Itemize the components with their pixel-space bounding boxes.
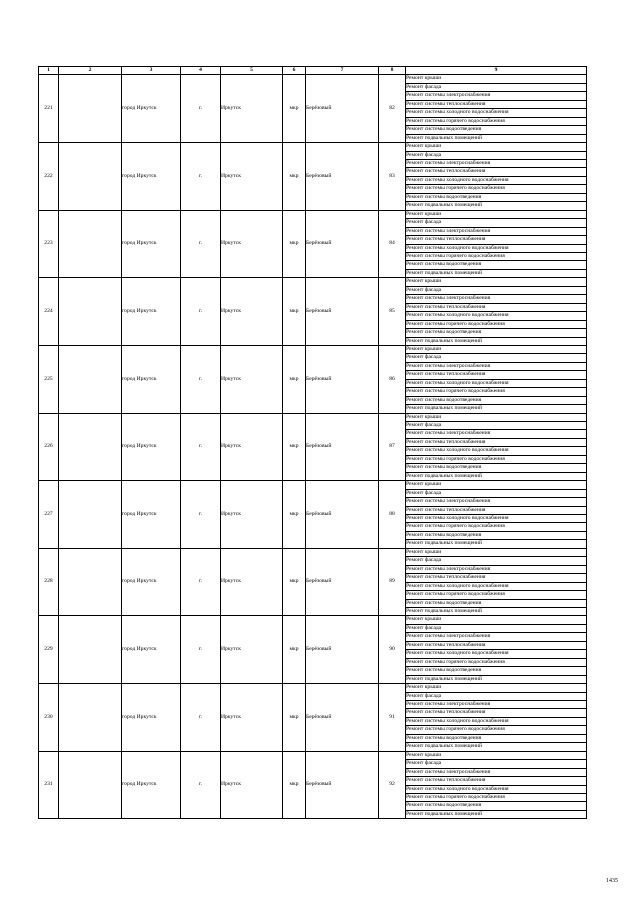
cell-work-type: Ремонт фасада [406,83,587,91]
header-row [39,67,587,75]
cell-work-type: Ремонт системы теплоснабжения [406,236,587,244]
cell-city: Иркутск [221,684,283,752]
cell-work-type: Ремонт системы холодного водоснабжения [406,582,587,590]
cell-municipality: город Иркутск [122,413,181,481]
table-body [39,75,587,819]
cell-work-type: Ремонт системы электроснабжения [406,227,587,235]
cell-house-number: 84 [379,210,406,278]
cell-work-type: Ремонт системы холодного водоснабжения [406,379,587,387]
table-row [39,751,587,759]
cell-work-type: Ремонт крыши [406,75,587,83]
cell-work-type: Ремонт системы горячего водоснабжения [406,523,587,531]
cell-work-type: Ремонт системы холодного водоснабжения [406,244,587,252]
cell-municipality: город Иркутск [122,481,181,549]
cell-work-type: Ремонт системы горячего водоснабжения [406,658,587,666]
cell-work-type: Ремонт системы холодного водоснабжения [406,176,587,184]
cell-work-type: Ремонт системы водоотведения [406,329,587,337]
cell-empty [59,548,122,616]
cell-empty [59,751,122,819]
cell-settlement-type: г. [181,616,221,684]
cell-district: Берёзовый [306,413,379,481]
cell-work-type: Ремонт крыши [406,345,587,353]
cell-city: Иркутск [221,345,283,413]
cell-work-type: Ремонт системы теплоснабжения [406,574,587,582]
cell-work-type: Ремонт системы водоотведения [406,802,587,810]
cell-work-type: Ремонт системы холодного водоснабжения [406,515,587,523]
cell-district: Берёзовый [306,75,379,143]
cell-work-type: Ремонт крыши [406,210,587,218]
cell-work-type: Ремонт системы холодного водоснабжения [406,650,587,658]
cell-empty [59,481,122,549]
cell-house-number: 88 [379,481,406,549]
cell-work-type: Ремонт подвальных помещений [406,405,587,413]
cell-work-type: Ремонт системы теплоснабжения [406,777,587,785]
cell-district: Берёзовый [306,481,379,549]
cell-work-type: Ремонт фасада [406,151,587,159]
cell-work-type: Ремонт системы водоотведения [406,396,587,404]
cell-district: Берёзовый [306,548,379,616]
cell-municipality: город Иркутск [122,278,181,346]
cell-work-type: Ремонт подвальных помещений [406,608,587,616]
cell-number: 226 [39,413,59,481]
cell-work-type: Ремонт крыши [406,143,587,151]
cell-settlement-type: г. [181,413,221,481]
cell-municipality: город Иркутск [122,210,181,278]
cell-house-number: 89 [379,548,406,616]
cell-empty [59,413,122,481]
cell-district: Берёзовый [306,210,379,278]
cell-work-type: Ремонт системы водоотведения [406,599,587,607]
cell-number: 228 [39,548,59,616]
cell-work-type: Ремонт системы горячего водоснабжения [406,185,587,193]
cell-work-type: Ремонт системы горячего водоснабжения [406,320,587,328]
cell-work-type: Ремонт крыши [406,684,587,692]
cell-work-type: Ремонт системы электроснабжения [406,159,587,167]
cell-number: 229 [39,616,59,684]
cell-settlement-type: г. [181,684,221,752]
cell-work-type: Ремонт подвальных помещений [406,337,587,345]
cell-work-type: Ремонт системы горячего водоснабжения [406,726,587,734]
cell-district-type: мкр [283,548,306,616]
cell-district: Берёзовый [306,684,379,752]
cell-work-type: Ремонт системы теплоснабжения [406,371,587,379]
cell-district-type: мкр [283,278,306,346]
cell-empty [59,278,122,346]
cell-work-type: Ремонт системы холодного водоснабжения [406,785,587,793]
cell-number: 223 [39,210,59,278]
cell-empty [59,210,122,278]
cell-empty [59,143,122,211]
cell-district-type: мкр [283,684,306,752]
cell-house-number: 87 [379,413,406,481]
table-row [39,278,587,286]
cell-number: 227 [39,481,59,549]
cell-work-type: Ремонт системы электроснабжения [406,633,587,641]
cell-work-type: Ремонт фасада [406,354,587,362]
cell-work-type: Ремонт системы теплоснабжения [406,438,587,446]
cell-city: Иркутск [221,210,283,278]
cell-work-type: Ремонт системы горячего водоснабжения [406,252,587,260]
cell-house-number: 86 [379,345,406,413]
cell-work-type: Ремонт системы теплоснабжения [406,709,587,717]
cell-work-type: Ремонт подвальных помещений [406,743,587,751]
cell-district-type: мкр [283,75,306,143]
header-col-5: 5 [221,67,283,75]
cell-work-type: Ремонт фасада [406,286,587,294]
cell-empty [59,75,122,143]
cell-work-type: Ремонт системы водоотведения [406,667,587,675]
cell-municipality: город Иркутск [122,75,181,143]
cell-work-type: Ремонт подвальных помещений [406,202,587,210]
cell-district-type: мкр [283,345,306,413]
cell-work-type: Ремонт системы горячего водоснабжения [406,455,587,463]
works-register-table [38,66,587,819]
cell-number: 231 [39,751,59,819]
cell-work-type: Ремонт подвальных помещений [406,675,587,683]
cell-district-type: мкр [283,413,306,481]
cell-district: Берёзовый [306,345,379,413]
cell-work-type: Ремонт фасада [406,489,587,497]
cell-municipality: город Иркутск [122,684,181,752]
cell-district-type: мкр [283,143,306,211]
cell-work-type: Ремонт крыши [406,481,587,489]
cell-number: 230 [39,684,59,752]
cell-work-type: Ремонт крыши [406,278,587,286]
cell-municipality: город Иркутск [122,751,181,819]
cell-settlement-type: г. [181,210,221,278]
cell-work-type: Ремонт фасада [406,422,587,430]
cell-work-type: Ремонт системы теплоснабжения [406,168,587,176]
cell-work-type: Ремонт системы электроснабжения [406,92,587,100]
cell-empty [59,616,122,684]
cell-work-type: Ремонт системы горячего водоснабжения [406,388,587,396]
cell-work-type: Ремонт системы холодного водоснабжения [406,312,587,320]
cell-number: 224 [39,278,59,346]
cell-work-type: Ремонт крыши [406,548,587,556]
cell-work-type: Ремонт фасада [406,557,587,565]
cell-work-type: Ремонт фасада [406,692,587,700]
cell-work-type: Ремонт подвальных помещений [406,134,587,142]
cell-district-type: мкр [283,481,306,549]
cell-district-type: мкр [283,616,306,684]
cell-number: 221 [39,75,59,143]
cell-work-type: Ремонт фасада [406,624,587,632]
cell-work-type: Ремонт системы электроснабжения [406,768,587,776]
cell-work-type: Ремонт системы электроснабжения [406,498,587,506]
header-col-6: 6 [283,67,306,75]
cell-municipality: город Иркутск [122,548,181,616]
cell-work-type: Ремонт крыши [406,751,587,759]
cell-house-number: 82 [379,75,406,143]
cell-work-type: Ремонт системы горячего водоснабжения [406,117,587,125]
cell-settlement-type: г. [181,75,221,143]
table-row [39,210,587,218]
table-row [39,481,587,489]
cell-house-number: 90 [379,616,406,684]
cell-district: Берёзовый [306,751,379,819]
table-row [39,684,587,692]
table-row [39,548,587,556]
cell-house-number: 83 [379,143,406,211]
cell-work-type: Ремонт подвальных помещений [406,540,587,548]
cell-settlement-type: г. [181,345,221,413]
cell-work-type: Ремонт системы электроснабжения [406,295,587,303]
cell-work-type: Ремонт системы водоотведения [406,734,587,742]
page-number: 1435 [606,878,618,884]
cell-work-type: Ремонт системы холодного водоснабжения [406,447,587,455]
cell-city: Иркутск [221,616,283,684]
cell-work-type: Ремонт системы теплоснабжения [406,506,587,514]
cell-work-type: Ремонт системы электроснабжения [406,362,587,370]
cell-settlement-type: г. [181,143,221,211]
header-col-4: 4 [181,67,221,75]
table-row [39,345,587,353]
cell-city: Иркутск [221,75,283,143]
cell-municipality: город Иркутск [122,616,181,684]
cell-work-type: Ремонт системы теплоснабжения [406,641,587,649]
table-row [39,413,587,421]
header-col-3: 3 [122,67,181,75]
cell-work-type: Ремонт системы водоотведения [406,531,587,539]
cell-number: 225 [39,345,59,413]
cell-work-type: Ремонт системы теплоснабжения [406,303,587,311]
cell-district-type: мкр [283,751,306,819]
cell-district: Берёзовый [306,143,379,211]
cell-number: 222 [39,143,59,211]
cell-city: Иркутск [221,143,283,211]
cell-work-type: Ремонт системы водоотведения [406,261,587,269]
cell-work-type: Ремонт подвальных помещений [406,472,587,480]
table-row [39,75,587,83]
cell-work-type: Ремонт системы водоотведения [406,464,587,472]
cell-work-type: Ремонт системы электроснабжения [406,565,587,573]
cell-city: Иркутск [221,413,283,481]
cell-work-type: Ремонт фасада [406,219,587,227]
table-row [39,616,587,624]
cell-house-number: 85 [379,278,406,346]
header-col-8: 8 [379,67,406,75]
cell-house-number: 91 [379,684,406,752]
cell-work-type: Ремонт системы холодного водоснабжения [406,109,587,117]
cell-work-type: Ремонт системы теплоснабжения [406,100,587,108]
cell-settlement-type: г. [181,751,221,819]
cell-district: Берёзовый [306,278,379,346]
cell-district: Берёзовый [306,616,379,684]
cell-work-type: Ремонт системы горячего водоснабжения [406,793,587,801]
header-col-7: 7 [306,67,379,75]
header-col-1: 1 [39,67,59,75]
header-col-2: 2 [59,67,122,75]
cell-work-type: Ремонт системы электроснабжения [406,430,587,438]
cell-work-type: Ремонт подвальных помещений [406,810,587,818]
cell-work-type: Ремонт системы водоотведения [406,126,587,134]
table-row [39,143,587,151]
header-col-9: 9 [406,67,587,75]
cell-work-type: Ремонт системы водоотведения [406,193,587,201]
cell-work-type: Ремонт подвальных помещений [406,269,587,277]
cell-work-type: Ремонт фасада [406,760,587,768]
cell-municipality: город Иркутск [122,143,181,211]
cell-settlement-type: г. [181,278,221,346]
cell-municipality: город Иркутск [122,345,181,413]
cell-city: Иркутск [221,548,283,616]
cell-city: Иркутск [221,278,283,346]
cell-work-type: Ремонт крыши [406,616,587,624]
cell-city: Иркутск [221,481,283,549]
cell-house-number: 92 [379,751,406,819]
cell-settlement-type: г. [181,481,221,549]
cell-work-type: Ремонт системы холодного водоснабжения [406,717,587,725]
cell-city: Иркутск [221,751,283,819]
cell-district-type: мкр [283,210,306,278]
cell-empty [59,684,122,752]
cell-work-type: Ремонт системы горячего водоснабжения [406,591,587,599]
cell-empty [59,345,122,413]
cell-work-type: Ремонт крыши [406,413,587,421]
cell-settlement-type: г. [181,548,221,616]
cell-work-type: Ремонт системы электроснабжения [406,700,587,708]
